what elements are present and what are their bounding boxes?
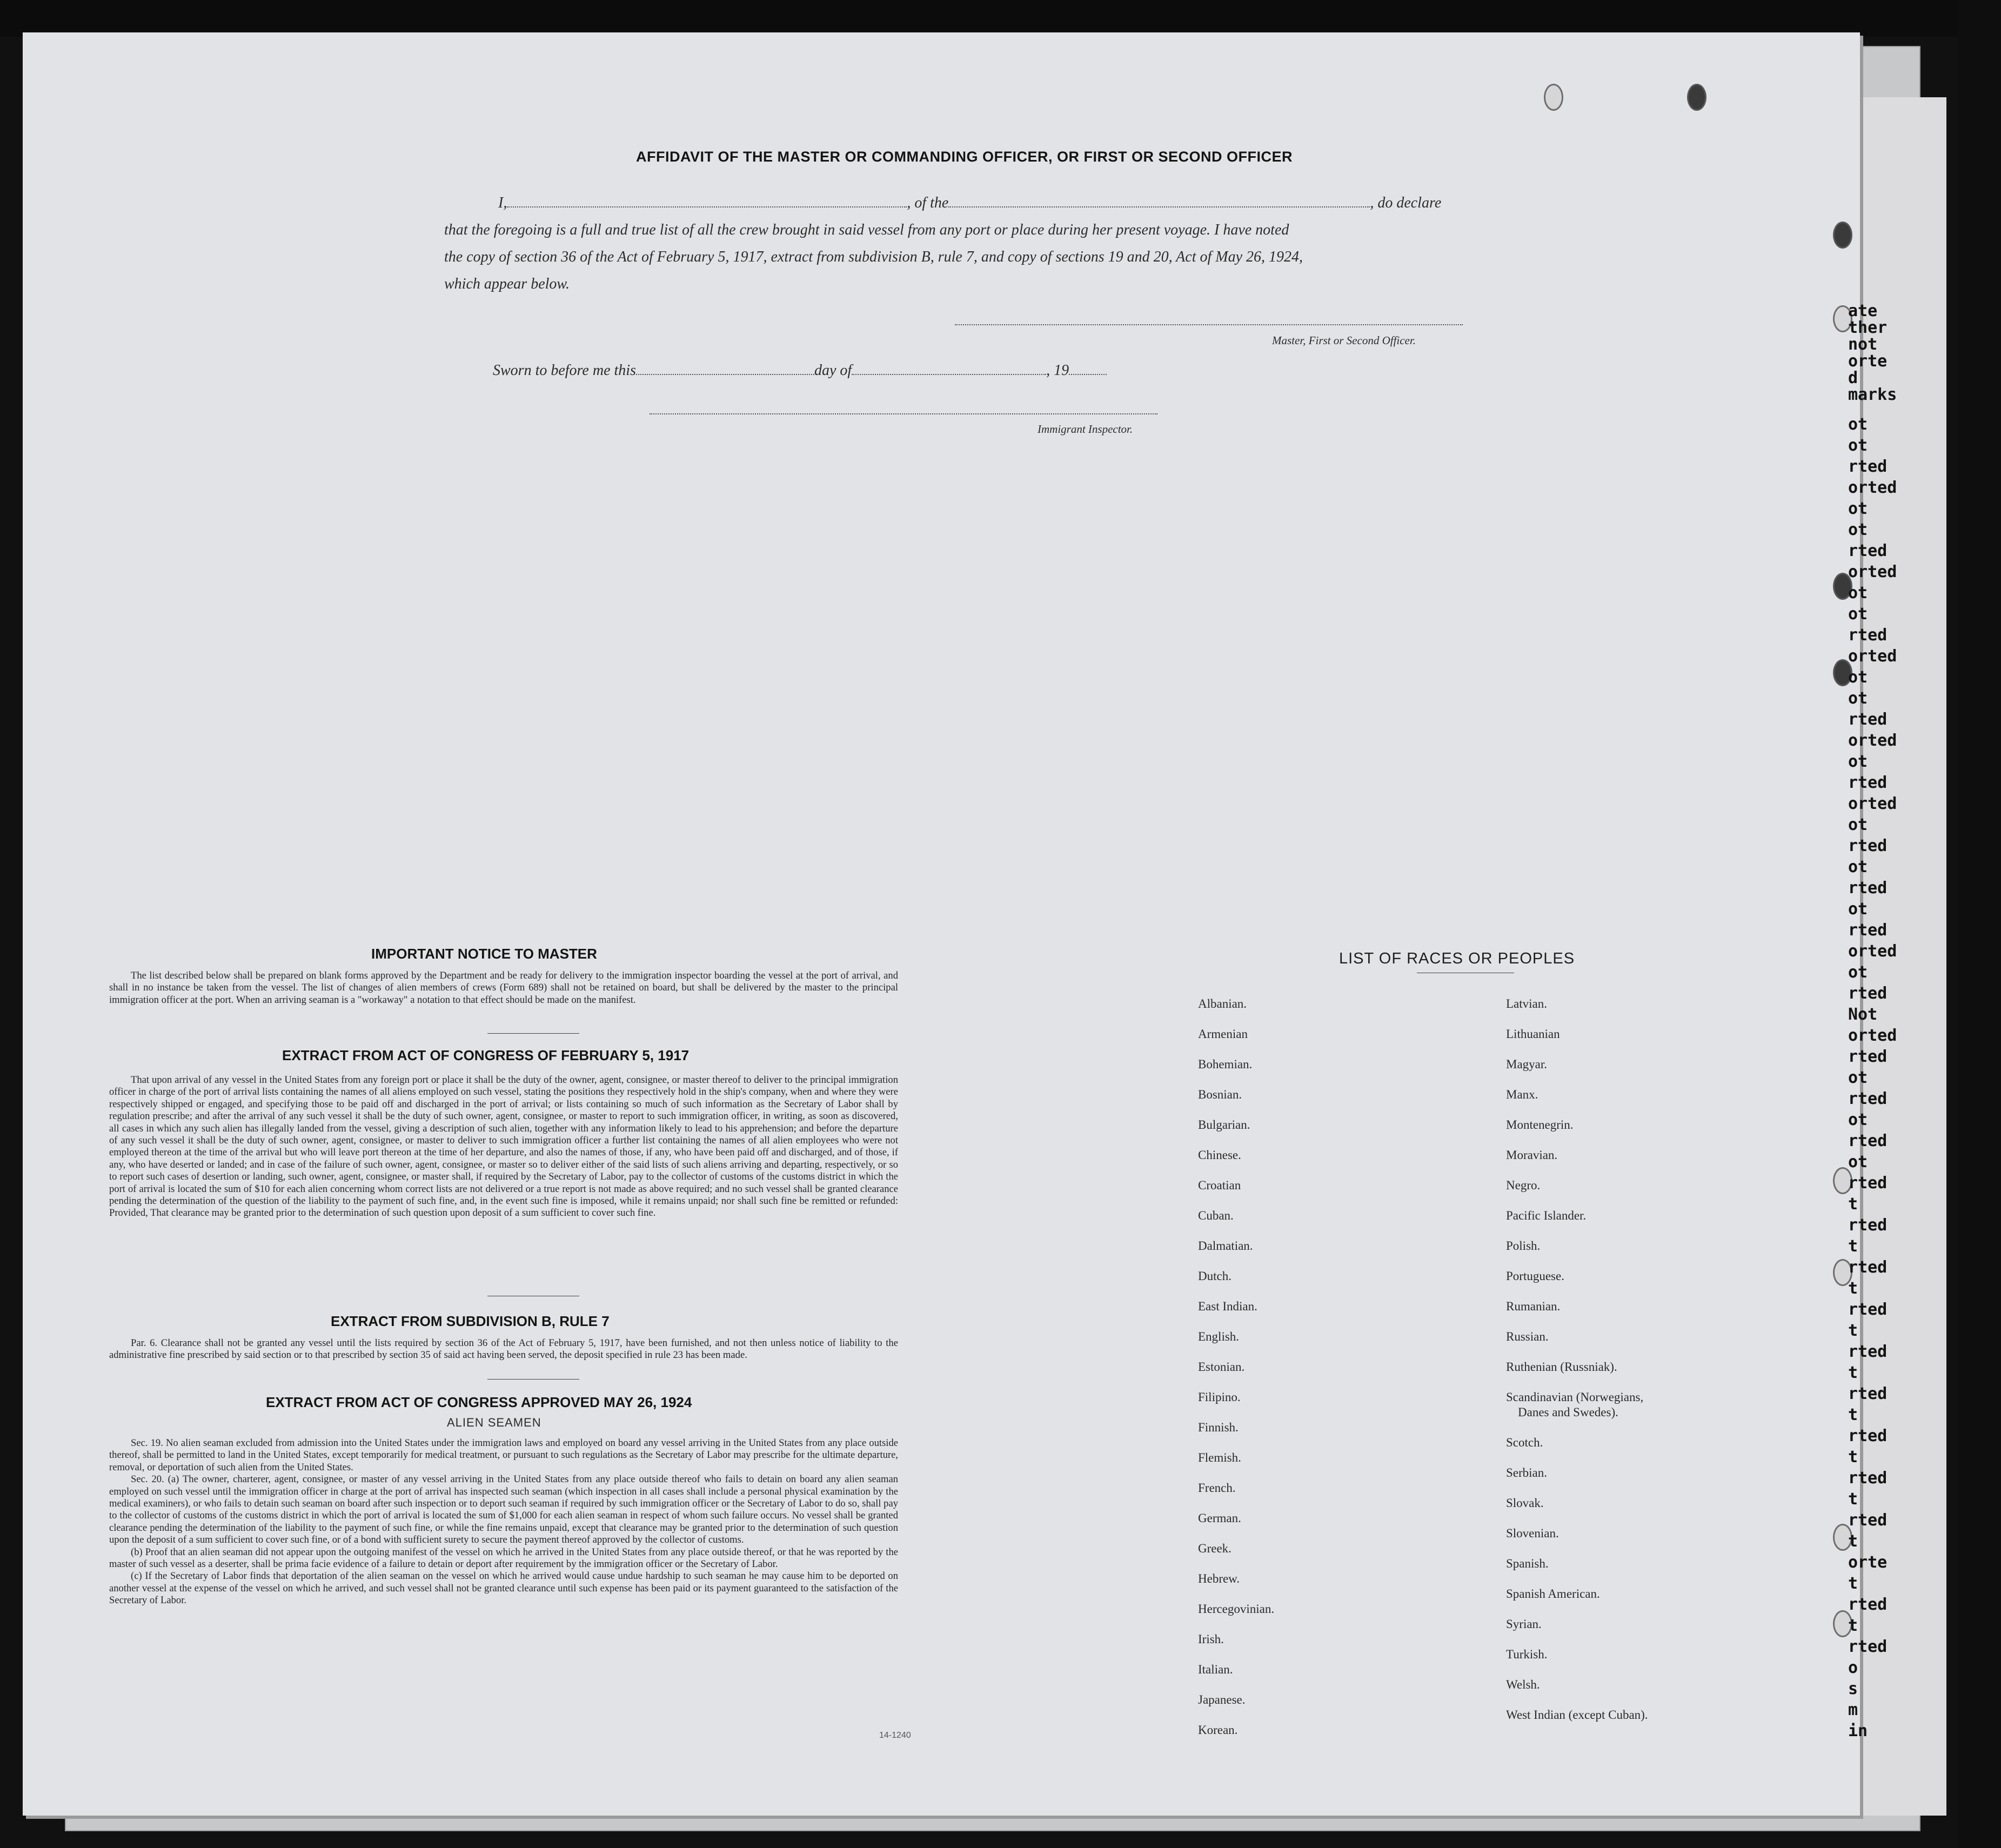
affidavit-line-3: the copy of section 36 of the Act of February 5, 1917, extract from subdivision B, rule 7, and copy of sections 19 and 20, Act of May 26, 1924, bbox=[444, 249, 1303, 265]
race-item: Latvian. bbox=[1506, 997, 1547, 1010]
race-item: Danes and Swedes). bbox=[1518, 1405, 1618, 1419]
sec-20a-paragraph: Sec. 20. (a) The owner, charterer, agent, consignee, or master of any vessel arriving in the United States from any place outside thereof who fails to detain on board any alien seaman employed on such vessel until the immigration officer in charge at the port of arrival has inspected such seaman (which inspection in all cases shall include a personal physical examination by the medical examiners), or who fails to detain such seaman on board after such inspection or to deport such seaman if required by such immigration officer or the Secretary of Labor to do so, shall pay to the collector of customs of the customs district in which the port of arrival is located the sum of $1,000 for each alien seaman in respect of whom such failure occurs. No vessel shall be granted clearance pending the determination of the liability to the payment of such fine, or while the fine remains unpaid, except that clearance may be granted prior to the determination of such question upon the deposit of a sum sufficient to cover such fine, or of a bond with sufficient surety to secure the payment thereof approved by the collector of customs. bbox=[109, 1474, 898, 1546]
race-item: Spanish. bbox=[1506, 1557, 1549, 1570]
bleed-row-text: rted bbox=[1848, 921, 1888, 940]
extract-rule7-paragraph: Par. 6. Clearance shall not be granted any vessel until the lists required by section 36 of the Act of February 5, 1917, have been furnished, and not then unless notice of liability to the administrative fine prescribed by said section or to that prescribed by section 35 of said act having been served, the deposit specified in rule 23 has been made. bbox=[109, 1337, 898, 1361]
bleed-row-text: m bbox=[1848, 1700, 1858, 1719]
race-item: Hercegovinian. bbox=[1198, 1602, 1275, 1616]
bleed-row-text: rted bbox=[1848, 1216, 1888, 1235]
bleed-row-text: o bbox=[1848, 1658, 1858, 1677]
bleed-row-text: t bbox=[1848, 1616, 1858, 1635]
affidavit-title: AFFIDAVIT OF THE MASTER OR COMMANDING OFFICER, OR FIRST OR SECOND OFFICER bbox=[636, 149, 1293, 165]
bleed-row-text: orted bbox=[1848, 794, 1897, 813]
race-item: West Indian (except Cuban). bbox=[1506, 1708, 1648, 1722]
bleed-row-text: ot bbox=[1848, 605, 1868, 624]
bleed-row-text: t bbox=[1848, 1448, 1858, 1467]
bleed-row-text: rted bbox=[1848, 1511, 1888, 1530]
bleed-row-text: t bbox=[1848, 1574, 1858, 1593]
form-number: 14-1240 bbox=[879, 1731, 911, 1740]
race-item: Dutch. bbox=[1198, 1269, 1232, 1283]
race-item: Turkish. bbox=[1506, 1648, 1548, 1661]
bleed-row-text: ot bbox=[1848, 436, 1868, 455]
bleed-row-text: rted bbox=[1848, 457, 1888, 476]
bleed-row-text: orted bbox=[1848, 942, 1897, 961]
divider bbox=[487, 1033, 579, 1034]
extract-1924-title: EXTRACT FROM ACT OF CONGRESS APPROVED MAY 26, 1924 bbox=[266, 1394, 692, 1410]
bleed-row-text: ot bbox=[1848, 1153, 1868, 1171]
race-item: Finnish. bbox=[1198, 1421, 1239, 1434]
notice-text bbox=[109, 970, 898, 1006]
bleed-header-text: ate bbox=[1848, 302, 1878, 320]
inspector-label: Immigrant Inspector. bbox=[1038, 423, 1133, 436]
race-item: Bulgarian. bbox=[1198, 1118, 1250, 1131]
scan-border-top bbox=[0, 0, 2001, 37]
race-item: Scandinavian (Norwegians, bbox=[1506, 1390, 1644, 1404]
race-item: Welsh. bbox=[1506, 1678, 1540, 1691]
bleed-row-text: t bbox=[1848, 1490, 1858, 1509]
bleed-row-text: t bbox=[1848, 1532, 1858, 1551]
bleed-through-text bbox=[1848, 303, 1967, 1742]
sworn-day-of: day of bbox=[814, 362, 852, 379]
bleed-row-text: ot bbox=[1848, 752, 1868, 771]
punch-hole bbox=[1833, 222, 1852, 249]
race-item: Portuguese. bbox=[1506, 1269, 1564, 1283]
race-item: French. bbox=[1198, 1481, 1236, 1495]
race-item: Japanese. bbox=[1198, 1693, 1246, 1706]
race-item: Serbian. bbox=[1506, 1466, 1548, 1479]
month-blank bbox=[852, 373, 1046, 375]
race-item: Polish. bbox=[1506, 1239, 1541, 1253]
extract-1917-title: EXTRACT FROM ACT OF CONGRESS OF FEBRUARY 5, 1917 bbox=[282, 1047, 690, 1063]
bleed-row-text: ot bbox=[1848, 963, 1868, 982]
bleed-row-text: t bbox=[1848, 1405, 1858, 1424]
bleed-row-text: orte bbox=[1848, 1553, 1888, 1572]
race-item: Irish. bbox=[1198, 1632, 1224, 1646]
bleed-row-text: ot bbox=[1848, 815, 1868, 834]
bleed-row-text: t bbox=[1848, 1195, 1858, 1214]
sworn-year: , 19 bbox=[1046, 362, 1069, 379]
extract-1917-paragraph: That upon arrival of any vessel in the United States from any foreign port or place it shall be the duty of the owner, agent, consignee, or master thereof to deliver to the principal immigration officer in charge of the port of arrival lists containing the names of all aliens employed on such vessel, stating the positions they respectively hold in the ship's company, when and where they were respectively shipped or engaged, and specifying those to be paid off and discharged in the port of arrival; or lists containing so much of such information as the Secretary of Labor shall by regulation prescribe; and after the arrival of any such vessel it shall be the duty of such owner, agent, consignee, or master to report to such immigration officer, in writing, as soon as discovered, all cases in which any such alien has illegally landed from the vessel, giving a description of such alien, together with any information likely to lead to his apprehension; and before the departure of any such vessel it shall be the duty of such owner, agent, consignee, or master to deliver to such immigration officer a further list containing the names of all alien employees who were not employed thereon at the time of the arrival but who will leave port thereon at the time of her departure, and also the names of those, if any, who have been paid off and discharged, and of those, if any, who have deserted or landed; and in case of the failure of such owner, agent, consignee, or master so to deliver either of the said lists of such aliens arriving and departing, respectively, or so to report such cases of desertion or landing, such owner, agent, consignee, or master shall, if required by the Secretary of Labor, pay to the collector of customs of the customs district in which the port of arrival is located the sum of $10 for each alien concerning whom correct lists are not delivered or a true report is not made as above required; and no such vessel shall be granted clearance pending the determination of the question of the liability to the payment of such fine, and, in the event such fine is imposed, while it remains unpaid; nor shall such fine be remitted or refunded: Provided, That clearance may be granted prior to the determination of such question upon deposit of a sum sufficient to cover such fine. bbox=[109, 1074, 898, 1219]
bleed-row-text: rted bbox=[1848, 1174, 1888, 1193]
race-item: Filipino. bbox=[1198, 1390, 1241, 1404]
name-blank bbox=[507, 206, 907, 207]
bleed-row-text: rted bbox=[1848, 1342, 1888, 1361]
race-item: East Indian. bbox=[1198, 1300, 1257, 1313]
notice-paragraph: The list described below shall be prepared on blank forms approved by the Department and be ready for delivery to the immigration inspector boarding the vessel at the port of arrival, and shall in no instance be taken from the vessel. The list of changes of alien members of crews (Form 689) shall not be retained on board, but shall be delivered by the master to the principal immigration officer at the port. When an arriving seaman is a "workaway" a notation to that effect should be made on the manifest. bbox=[109, 970, 898, 1006]
bleed-row-text: rted bbox=[1848, 1300, 1888, 1319]
bleed-row-text: ot bbox=[1848, 1110, 1868, 1129]
race-item: Bosnian. bbox=[1198, 1088, 1242, 1101]
race-item: Slovenian. bbox=[1506, 1526, 1559, 1540]
bleed-row-text: ot bbox=[1848, 520, 1868, 539]
bleed-row-text: rted bbox=[1848, 1469, 1888, 1488]
affidavit-line-2: that the foregoing is a full and true list of all the crew brought in said vessel from any port or place during her present voyage. I have noted bbox=[444, 222, 1289, 238]
extract-1917-text bbox=[109, 1074, 898, 1220]
race-item: Bohemian. bbox=[1198, 1057, 1253, 1071]
bleed-row-text: rted bbox=[1848, 1637, 1888, 1656]
sec-20b-paragraph: (b) Proof that an alien seaman did not appear upon the outgoing manifest of the vessel on which he arrived in the United States from any place outside thereof, or that he was reported by the master of such vessel as a deserter, shall be prima facie evidence of a failure to detain or deport after requirement by the immigration officer or the Secretary of Labor. bbox=[109, 1546, 898, 1570]
extract-rule7-text bbox=[109, 1337, 898, 1362]
bleed-header-text: not bbox=[1848, 335, 1878, 354]
extract-1924-text bbox=[109, 1437, 898, 1607]
race-item: Montenegrin. bbox=[1506, 1118, 1574, 1131]
bleed-spacer bbox=[1848, 403, 1967, 414]
notice-title: IMPORTANT NOTICE TO MASTER bbox=[371, 946, 597, 962]
bleed-row-text: t bbox=[1848, 1363, 1858, 1382]
race-item: Scotch. bbox=[1506, 1436, 1543, 1449]
divider bbox=[487, 1379, 579, 1380]
bleed-row-text: t bbox=[1848, 1237, 1858, 1256]
race-item: Dalmatian. bbox=[1198, 1239, 1253, 1253]
bleed-row-text: rted bbox=[1848, 1047, 1888, 1066]
affidavit-line-4: which appear below. bbox=[444, 276, 570, 292]
race-item: Cuban. bbox=[1198, 1209, 1234, 1222]
master-signature-label: Master, First or Second Officer. bbox=[1272, 334, 1416, 347]
sec-20c-paragraph: (c) If the Secretary of Labor finds that deportation of the alien seaman on the vessel on which he arrived would cause undue hardship to such seaman he may cause him to be deported on another vessel at the expense of the vessel on which he arrived, and such vessel shall not be granted clearance until such expense has been paid or its payment guaranteed to the satisfaction of the Secretary of Labor. bbox=[109, 1570, 898, 1606]
race-item: Slovak. bbox=[1506, 1496, 1544, 1510]
race-item: Estonian. bbox=[1198, 1360, 1245, 1374]
master-signature-line bbox=[955, 324, 1463, 325]
bleed-row-text: rted bbox=[1848, 1258, 1888, 1277]
sworn-line bbox=[493, 362, 1107, 379]
bleed-header-text: marks bbox=[1848, 385, 1897, 404]
bleed-row-text: ot bbox=[1848, 1068, 1868, 1087]
bleed-row-text: rted bbox=[1848, 1089, 1888, 1108]
bleed-row-text: Not bbox=[1848, 1005, 1878, 1024]
vessel-blank bbox=[948, 206, 1370, 207]
race-item: Flemish. bbox=[1198, 1451, 1241, 1464]
affidavit-of-the: , of the bbox=[907, 195, 949, 211]
bleed-header-text: d bbox=[1848, 369, 1858, 387]
bleed-row-text: rted bbox=[1848, 879, 1888, 898]
extract-1924-subtitle: ALIEN SEAMEN bbox=[447, 1416, 541, 1429]
bleed-row-text: orted bbox=[1848, 478, 1897, 497]
sec-19-paragraph: Sec. 19. No alien seaman excluded from admission into the United States under the immigration laws and employed on board any vessel arriving in the United States from any place outside thereof, shall be permitted to land in the United States, except temporarily for medical treatment, or pursuant to such regulations as the Secretary of Labor may prescribe for the ultimate departure, removal, or deportation of such alien from the United States. bbox=[109, 1437, 898, 1473]
extract-rule7-title: EXTRACT FROM SUBDIVISION B, RULE 7 bbox=[331, 1313, 610, 1329]
bleed-header-text: orte bbox=[1848, 352, 1888, 371]
day-blank bbox=[636, 373, 814, 375]
bleed-row-text: rted bbox=[1848, 984, 1888, 1003]
bleed-row-text: t bbox=[1848, 1321, 1858, 1340]
race-item: Lithuanian bbox=[1506, 1027, 1560, 1041]
bleed-row-text: ot bbox=[1848, 858, 1868, 876]
race-item: Negro. bbox=[1506, 1179, 1541, 1192]
bleed-row-text: rted bbox=[1848, 710, 1888, 729]
affidavit-line-1 bbox=[498, 195, 1441, 212]
race-item: Chinese. bbox=[1198, 1148, 1241, 1162]
race-item: Rumanian. bbox=[1506, 1300, 1561, 1313]
race-item: Italian. bbox=[1198, 1663, 1233, 1676]
bleed-row-text: rted bbox=[1848, 1384, 1888, 1403]
race-item: Greek. bbox=[1198, 1542, 1232, 1555]
bleed-header-text: ther bbox=[1848, 318, 1888, 337]
race-item: Albanian. bbox=[1198, 997, 1247, 1010]
bleed-row-text: t bbox=[1848, 1279, 1858, 1298]
bleed-row-text: rted bbox=[1848, 773, 1888, 792]
race-item: Manx. bbox=[1506, 1088, 1538, 1101]
bleed-row-text: rted bbox=[1848, 626, 1888, 645]
race-item: Magyar. bbox=[1506, 1057, 1548, 1071]
bleed-row-text: rted bbox=[1848, 1131, 1888, 1150]
race-item: Syrian. bbox=[1506, 1617, 1542, 1631]
bleed-row-text: rted bbox=[1848, 1595, 1888, 1614]
race-item: Moravian. bbox=[1506, 1148, 1558, 1162]
race-item: Croatian bbox=[1198, 1179, 1241, 1192]
sworn-prefix: Sworn to before me this bbox=[493, 362, 636, 379]
bleed-row-text: rted bbox=[1848, 541, 1888, 560]
punch-hole bbox=[1544, 84, 1563, 111]
bleed-row-text: s bbox=[1848, 1679, 1858, 1698]
bleed-row-text: ot bbox=[1848, 415, 1868, 434]
bleed-row-text: ot bbox=[1848, 668, 1868, 687]
race-item: Ruthenian (Russniak). bbox=[1506, 1360, 1617, 1374]
bleed-row-text: rted bbox=[1848, 1427, 1888, 1445]
race-item: Hebrew. bbox=[1198, 1572, 1240, 1585]
race-item: Pacific Islander. bbox=[1506, 1209, 1587, 1222]
races-title: LIST OF RACES OR PEOPLES bbox=[1339, 950, 1575, 967]
race-item: Russian. bbox=[1506, 1330, 1549, 1343]
manifest-page bbox=[23, 32, 1860, 1816]
race-item: Korean. bbox=[1198, 1723, 1238, 1737]
bleed-row-text: ot bbox=[1848, 689, 1868, 708]
affidavit-i: I, bbox=[498, 195, 507, 211]
inspector-signature-line bbox=[650, 413, 1157, 414]
bleed-row-text: orted bbox=[1848, 563, 1897, 581]
bleed-row-text: orted bbox=[1848, 731, 1897, 750]
bleed-row-text: ot bbox=[1848, 900, 1868, 919]
bleed-row-text: orted bbox=[1848, 1026, 1897, 1045]
bleed-row-text: in bbox=[1848, 1722, 1868, 1740]
punch-hole bbox=[1687, 84, 1706, 111]
race-item: German. bbox=[1198, 1511, 1241, 1525]
bleed-row-text: ot bbox=[1848, 584, 1868, 602]
race-item: English. bbox=[1198, 1330, 1240, 1343]
bleed-row-text: orted bbox=[1848, 647, 1897, 666]
race-item: Armenian bbox=[1198, 1027, 1248, 1041]
bleed-row-text: ot bbox=[1848, 499, 1868, 518]
year-blank bbox=[1069, 373, 1107, 375]
race-item: Spanish American. bbox=[1506, 1587, 1600, 1601]
bleed-row-text: rted bbox=[1848, 836, 1888, 855]
affidavit-declare: , do declare bbox=[1370, 195, 1442, 211]
